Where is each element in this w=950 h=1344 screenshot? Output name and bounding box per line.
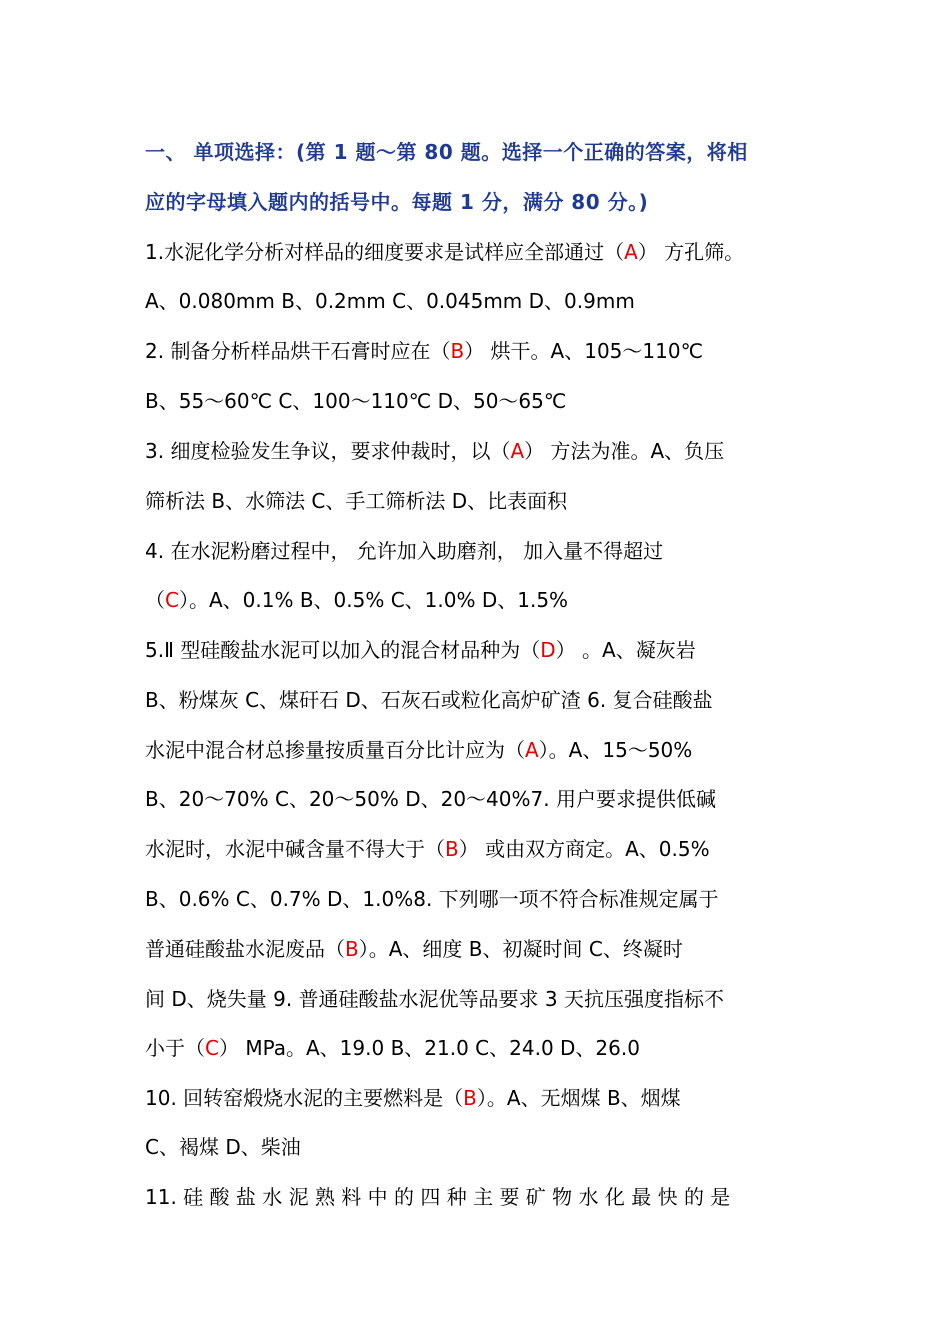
- question-line: 小于（C） MPa。A、19.0 B、21.0 C、24.0 D、26.0: [145, 1036, 640, 1060]
- question-line: A、0.080mm B、0.2mm C、0.045mm D、0.9mm: [145, 289, 635, 313]
- question-line: 2. 制备分析样品烘干石膏时应在（B） 烘干。A、105～110℃: [145, 339, 704, 363]
- question-line: C、褐煤 D、柴油: [145, 1135, 301, 1159]
- question-line: B、0.6% C、0.7% D、1.0%8. 下列哪一项不符合标准规定属于: [145, 887, 719, 911]
- question-line: 水泥中混合材总掺量按质量百分比计应为（A）。A、15～50%: [145, 738, 693, 762]
- answer-letter: A: [510, 439, 525, 463]
- question-line: B、20～70% C、20～50% D、20～40%7. 用户要求提供低碱: [145, 787, 716, 811]
- answer-letter: B: [450, 339, 465, 363]
- answer-letter: D: [540, 638, 556, 662]
- question-line: 3. 细度检验发生争议，要求仲裁时，以（A） 方法为准。A、负压: [145, 439, 725, 463]
- answer-letter: B: [463, 1086, 477, 1110]
- question-line: 4. 在水泥粉磨过程中， 允许加入助磨剂， 加入量不得超过: [145, 539, 664, 563]
- question-line: 间 D、烧失量 9. 普通硅酸盐水泥优等品要求 3 天抗压强度指标不: [145, 987, 724, 1011]
- question-line: 1.水泥化学分析对样品的细度要求是试样应全部通过（A） 方孔筛。: [145, 240, 745, 264]
- question-line: 11. 硅 酸 盐 水 泥 熟 料 中 的 四 种 主 要 矿 物 水 化 最 快 的 是: [145, 1185, 731, 1209]
- question-line: B、粉煤灰 C、煤矸石 D、石灰石或粒化高炉矿渣 6. 复合硅酸盐: [145, 688, 713, 712]
- question-line: （C）。A、0.1% B、0.5% C、1.0% D、1.5%: [145, 588, 569, 612]
- answer-letter: A: [624, 240, 638, 264]
- question-line: 10. 回转窑煅烧水泥的主要燃料是（B）。A、无烟煤 B、烟煤: [145, 1086, 681, 1110]
- section-header-line-1: 一、 单项选择：(第 1 题～第 80 题。选择一个正确的答案，将相: [145, 140, 748, 164]
- section-header-line-2: 应的字母填入题内的括号中。每题 1 分，满分 80 分。): [145, 190, 649, 214]
- question-line: 普通硅酸盐水泥废品（B）。A、细度 B、初凝时间 C、终凝时: [145, 937, 683, 961]
- question-line: B、55～60℃ C、100～110℃ D、50～65℃: [145, 389, 567, 413]
- answer-letter: B: [345, 937, 359, 961]
- question-line: 筛析法 B、水筛法 C、手工筛析法 D、比表面积: [145, 489, 568, 513]
- answer-letter: C: [165, 588, 179, 612]
- question-line: 5.Ⅱ 型硅酸盐水泥可以加入的混合材品种为（D） 。A、凝灰岩: [145, 638, 696, 662]
- answer-letter: B: [445, 837, 459, 861]
- answer-letter: A: [525, 738, 539, 762]
- question-line: 水泥时，水泥中碱含量不得大于（B） 或由双方商定。A、0.5%: [145, 837, 710, 861]
- answer-letter: C: [205, 1036, 219, 1060]
